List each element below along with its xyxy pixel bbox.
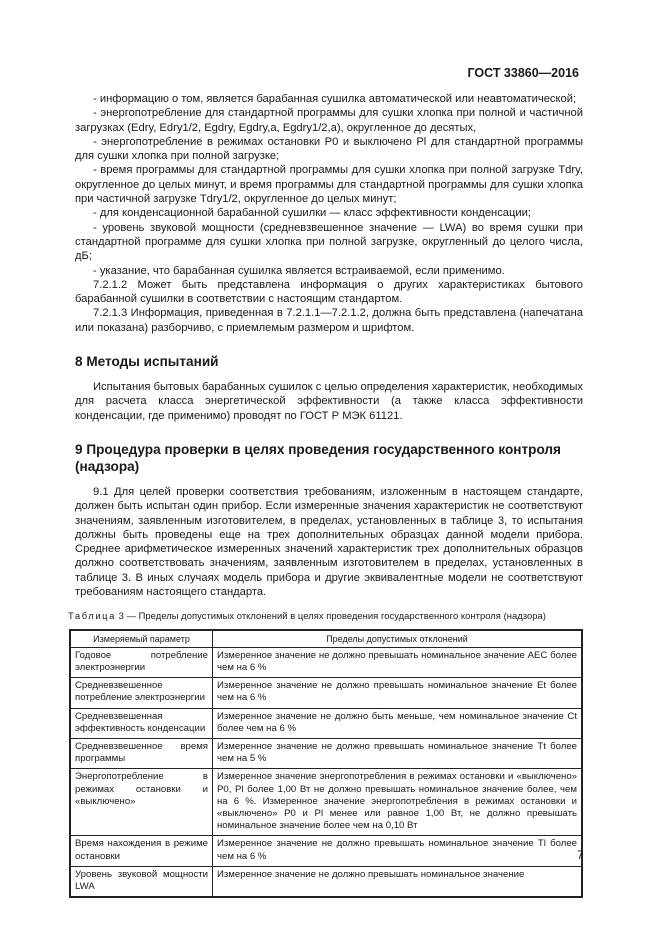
list-item: - энергопотребление для стандартной программы для сушки хлопка при полной и частичной загрузках (Edry, Edry1/2, Egdry, Egdry,a, Egdry1/2,a), округленное до десятых,	[75, 107, 583, 134]
table-row	[70, 866, 582, 897]
table-cell-limit: Измеренное значение не должно превышать номинальное значение	[213, 866, 583, 897]
tolerance-table	[69, 629, 583, 899]
table-row	[70, 836, 582, 866]
page-content	[68, 92, 583, 898]
document-code: ГОСТ 33860—2016	[467, 66, 579, 80]
section-8-title: 8 Методы испытаний	[75, 354, 219, 370]
table-cell-parameter: Время нахождения в режиме остановки	[70, 836, 213, 866]
table-cell-limit: Измеренное значение не должно превышать номинальное значение Tt более чем на 5 %	[213, 739, 583, 769]
list-item: - информацию о том, является барабанная сушилка автоматической или неавтоматической;	[93, 93, 577, 105]
table-row	[70, 678, 582, 708]
section-9-text: 9.1 Для целей проверки соответствия требованиям, изложенным в настоящем стандарте, должен быть испытан один прибор. Если измеренные значения характеристик не соответствуют значениям, заявленным изготовителем, в пределах, установленных в таблице 3, то испытания должны быть проведены еще на трех дополнительных образцах данной модели прибора. Среднее арифметическое измеренных значений характеристик трех дополнительных образцов должно соответствовать значениям, заявленным изготовителем в пределах, установленных в таблице 3. В иных случаях модель прибора и другие эквивалентные модели не соответствуют требованиям настоящего стандарта.	[75, 485, 583, 599]
column-header-limits: Пределы допустимых отклонений	[213, 630, 583, 648]
section-8-text: Испытания бытовых барабанных сушилок с целью определения характеристик, необходимых для расчета класса энергетической эффективности (а также класса эффективности конденсации, где применимо) проводят по ГОСТ Р МЭК 61121.	[75, 381, 583, 422]
paragraph-7-2-1-3: 7.2.1.3 Информация, приведенная в 7.2.1.1—7.2.1.2, должна быть представлена (напечатана или показана) разборчиво, с приемлемым размером и шрифтом.	[75, 307, 583, 334]
table-cell-parameter: Средневзвешенное время программы	[70, 739, 213, 769]
table-cell-limit: Измеренное значение не должно превышать номинальное значение Et более чем на 6 %	[213, 678, 583, 708]
table-caption-label: Таблица	[68, 610, 116, 622]
table-cell-parameter: Уровень звуковой мощности LWA	[70, 866, 213, 897]
table-cell-limit: Измеренное значение энергопотребления в режимах остановки и «выключено» P0, Pl более 1,00 Вт не должно превышать номинальное значение более, чем на 6 %. Измеренное значение энергопотребления в режимах остановки и «выключено» P0 и Pl менее или равное 1,00 Вт, не должно превышать номинальное значение более чем на 0,10 Вт	[213, 769, 583, 836]
list-item: - время программы для стандартной программы для сушки хлопка при полной загрузке Tdry, округленное до целых минут, и время программы для стандартной программы для сушки хлопка при частичной загрузке Tdry1/2, округленное до целых минут;	[75, 164, 583, 206]
table-cell-limit: Измеренное значение не должно превышать номинальное значение Tl более чем на 6 %	[213, 836, 583, 866]
table-header-row	[70, 630, 582, 648]
table-cell-parameter: Годовое потребление электроэнергии	[70, 647, 213, 677]
column-header-parameter: Измеряемый параметр	[70, 630, 213, 648]
table-row	[70, 647, 582, 677]
list-item: - уровень звуковой мощности (средневзвешенное значение — LWA) во время сушки при стандартной программе для сушки хлопка при полной загрузке, округленный до целого числа, дБ;	[75, 221, 583, 263]
table-cell-limit: Измеренное значение не должно быть меньше, чем номинальное значение Ct более чем на 6 %	[213, 708, 583, 738]
table-caption	[68, 609, 583, 623]
table-caption-text: 3 — Пределы допустимых отклонений в целях проведения государственного контроля (надзора)	[118, 610, 546, 622]
table-cell-parameter: Энергопотребление в режимах остановки и «выключено»	[70, 769, 213, 836]
table-cell-parameter: Средневзвешенная эффективность конденсации	[70, 708, 213, 738]
list-item: - энергопотребление в режимах остановки P0 и выключено Pl для стандартной программы для сушки хлопка при полной загрузке;	[75, 135, 583, 163]
page-number: 7	[577, 850, 584, 862]
table-row	[70, 739, 582, 769]
table-cell-limit: Измеренное значение не должно превышать номинальное значение AEC более чем на 6 %	[213, 647, 583, 677]
list-item: - указание, что барабанная сушилка является встраиваемой, если применимо.	[93, 264, 505, 277]
table-row	[70, 769, 582, 836]
list-item: - для конденсационной барабанной сушилки — класс эффективности конденсации;	[93, 207, 532, 220]
paragraph-7-2-1-2: 7.2.1.2 Может быть представлена информация о других характеристиках бытового барабанной сушилки в соответствии с настоящим стандартом.	[75, 278, 583, 306]
section-9-title: 9 Процедура проверки в целях проведения государственного контроля (надзора)	[75, 441, 561, 474]
table-row	[70, 708, 582, 738]
table-cell-parameter: Средневзвешенное потребление электроэнергии	[70, 678, 213, 708]
